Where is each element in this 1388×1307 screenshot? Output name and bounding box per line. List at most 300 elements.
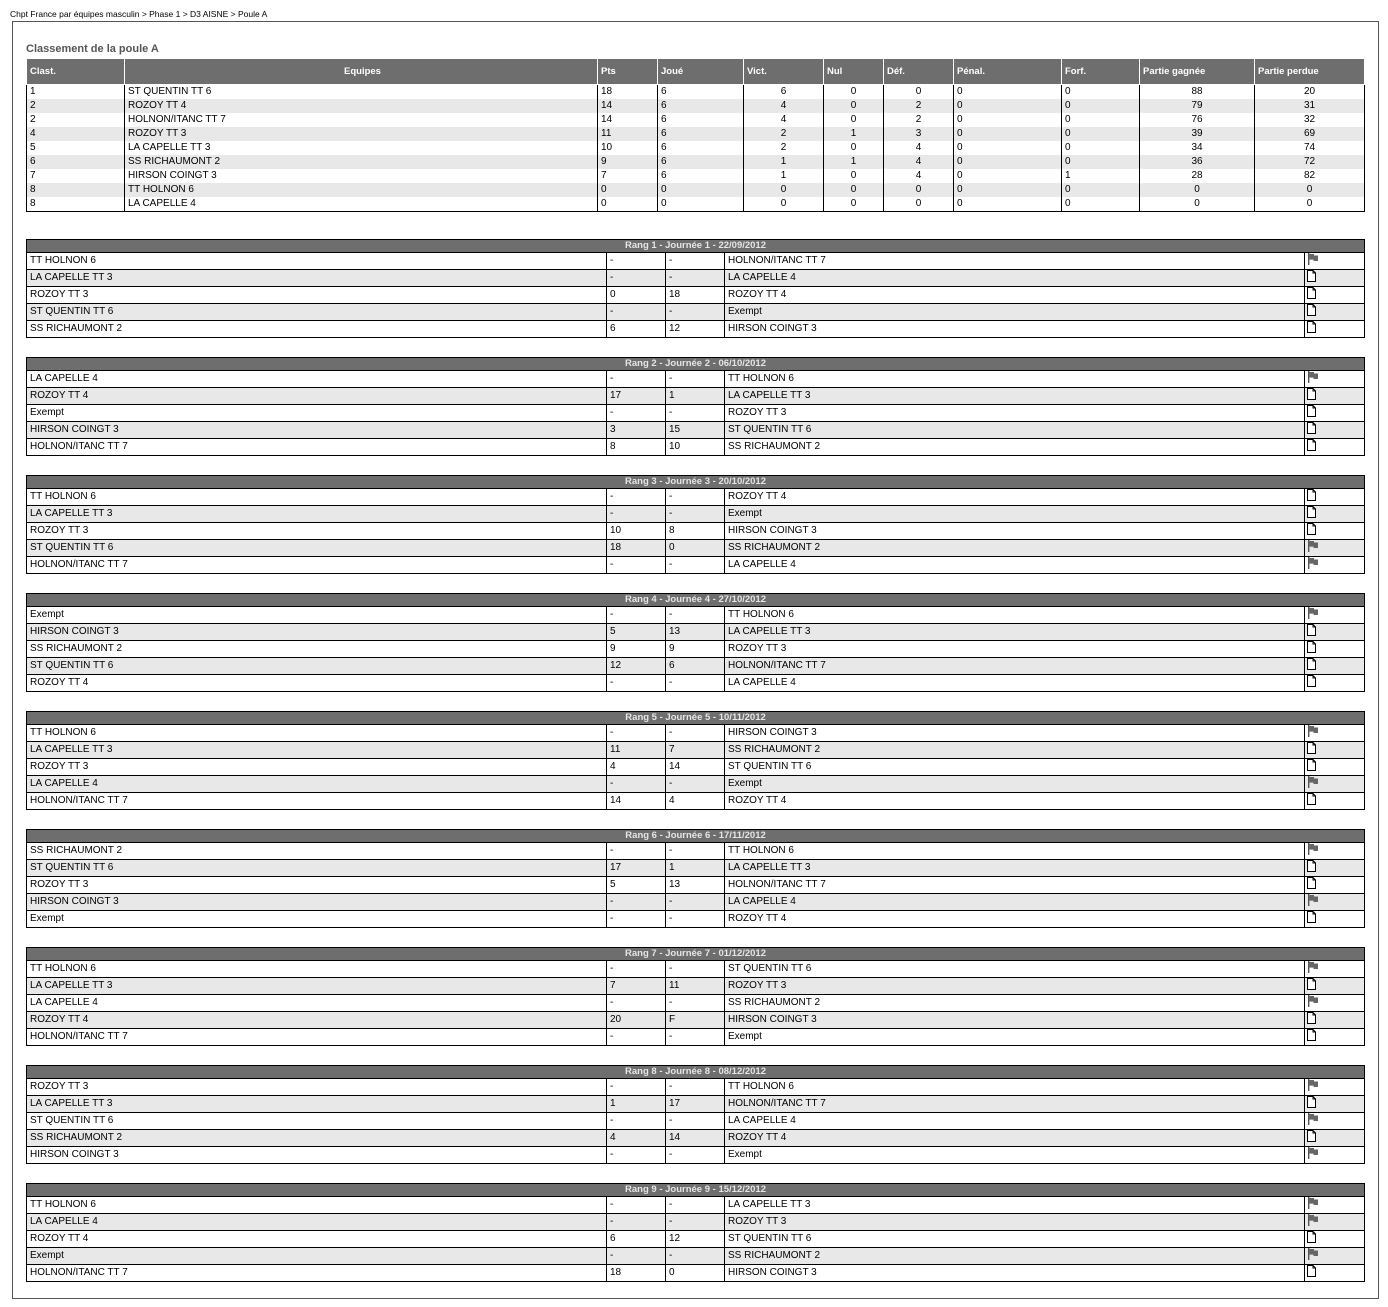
cell-partie-perdue: 32 <box>1255 113 1365 127</box>
standings-table <box>26 59 1365 212</box>
home-score: 11 <box>607 742 666 759</box>
match-row <box>27 371 1365 388</box>
round-table <box>26 711 1365 810</box>
cell-partie-perdue: 0 <box>1255 183 1365 197</box>
home-team: ROZOY TT 4 <box>27 675 607 692</box>
home-score: - <box>607 489 666 506</box>
home-score: 6 <box>607 321 666 338</box>
document-icon[interactable] <box>1307 1130 1316 1142</box>
match-row <box>27 624 1365 641</box>
match-detail-cell <box>1305 860 1365 877</box>
cell-def: 2 <box>884 99 954 113</box>
flag-icon[interactable] <box>1307 1113 1319 1125</box>
table-row <box>27 155 1365 169</box>
away-score: 1 <box>666 388 725 405</box>
cell-penal: 0 <box>954 183 1062 197</box>
away-score: 8 <box>666 523 725 540</box>
cell-partie-perdue: 20 <box>1255 85 1365 100</box>
home-team: LA CAPELLE TT 3 <box>27 1096 607 1113</box>
cell-nul: 1 <box>824 155 884 169</box>
match-row <box>27 1214 1365 1231</box>
match-row <box>27 843 1365 860</box>
flag-icon[interactable] <box>1307 557 1319 569</box>
home-team: SS RICHAUMONT 2 <box>27 641 607 658</box>
away-score: 18 <box>666 287 725 304</box>
away-score: - <box>666 607 725 624</box>
home-score: - <box>607 675 666 692</box>
cell-nul: 0 <box>824 197 884 212</box>
cell-forf: 1 <box>1062 169 1140 183</box>
document-icon[interactable] <box>1307 1096 1316 1108</box>
col-header-partie-gagnee: Partie gagnée <box>1140 59 1255 85</box>
document-icon[interactable] <box>1307 641 1316 653</box>
away-team: ROZOY TT 3 <box>725 1214 1305 1231</box>
cell-vict: 0 <box>744 183 824 197</box>
match-row <box>27 1231 1365 1248</box>
cell-clast: 2 <box>27 113 125 127</box>
cell-forf: 0 <box>1062 183 1140 197</box>
round-title: Rang 8 - Journée 8 - 08/12/2012 <box>27 1066 1365 1079</box>
document-icon[interactable] <box>1307 506 1316 518</box>
home-team: ROZOY TT 3 <box>27 287 607 304</box>
document-icon[interactable] <box>1307 742 1316 754</box>
match-row <box>27 287 1365 304</box>
cell-partie-gagnee: 88 <box>1140 85 1255 100</box>
away-team: ROZOY TT 3 <box>725 978 1305 995</box>
cell-clast: 1 <box>27 85 125 100</box>
home-score: - <box>607 557 666 574</box>
match-detail-cell <box>1305 1130 1365 1147</box>
home-team: ROZOY TT 3 <box>27 1079 607 1096</box>
document-icon[interactable] <box>1307 287 1316 299</box>
cell-forf: 0 <box>1062 127 1140 141</box>
away-team: SS RICHAUMONT 2 <box>725 540 1305 557</box>
away-team: Exempt <box>725 1029 1305 1046</box>
cell-nul: 0 <box>824 99 884 113</box>
away-score: 14 <box>666 759 725 776</box>
document-icon[interactable] <box>1307 658 1316 670</box>
home-score: 1 <box>607 1096 666 1113</box>
document-icon[interactable] <box>1307 1231 1316 1243</box>
flag-icon[interactable] <box>1307 1079 1319 1091</box>
round-table <box>26 829 1365 928</box>
match-row <box>27 607 1365 624</box>
away-team: HIRSON COINGT 3 <box>725 1012 1305 1029</box>
match-detail-cell <box>1305 270 1365 287</box>
match-row <box>27 1012 1365 1029</box>
match-detail-cell <box>1305 1248 1365 1265</box>
away-team: LA CAPELLE TT 3 <box>725 1197 1305 1214</box>
cell-penal: 0 <box>954 169 1062 183</box>
away-team: ROZOY TT 4 <box>725 1130 1305 1147</box>
cell-joue: 6 <box>658 127 744 141</box>
home-score: 5 <box>607 877 666 894</box>
away-score: - <box>666 843 725 860</box>
cell-penal: 0 <box>954 141 1062 155</box>
document-icon[interactable] <box>1307 439 1316 451</box>
home-team: HIRSON COINGT 3 <box>27 624 607 641</box>
away-team: HIRSON COINGT 3 <box>725 725 1305 742</box>
away-team: SS RICHAUMONT 2 <box>725 1248 1305 1265</box>
match-row <box>27 995 1365 1012</box>
home-team: LA CAPELLE 4 <box>27 1214 607 1231</box>
home-score: - <box>607 725 666 742</box>
col-header-equipes: Equipes <box>125 59 598 85</box>
away-team: ROZOY TT 4 <box>725 793 1305 810</box>
document-icon[interactable] <box>1307 877 1316 889</box>
document-icon[interactable] <box>1307 422 1316 434</box>
match-row <box>27 489 1365 506</box>
cell-partie-perdue: 69 <box>1255 127 1365 141</box>
cell-joue: 0 <box>658 197 744 212</box>
home-score: 17 <box>607 388 666 405</box>
home-team: LA CAPELLE TT 3 <box>27 506 607 523</box>
flag-icon[interactable] <box>1307 776 1319 788</box>
cell-partie-gagnee: 76 <box>1140 113 1255 127</box>
away-team: LA CAPELLE 4 <box>725 894 1305 911</box>
match-detail-cell <box>1305 725 1365 742</box>
match-detail-cell <box>1305 1029 1365 1046</box>
home-team: TT HOLNON 6 <box>27 961 607 978</box>
away-team: SS RICHAUMONT 2 <box>725 995 1305 1012</box>
match-row <box>27 877 1365 894</box>
away-score: - <box>666 725 725 742</box>
cell-equipes: HOLNON/ITANC TT 7 <box>125 113 598 127</box>
home-score: 14 <box>607 793 666 810</box>
cell-clast: 6 <box>27 155 125 169</box>
away-score: - <box>666 1029 725 1046</box>
cell-pts: 14 <box>598 99 658 113</box>
round-table <box>26 947 1365 1046</box>
home-score: - <box>607 894 666 911</box>
cell-vict: 0 <box>744 197 824 212</box>
home-team: Exempt <box>27 1248 607 1265</box>
table-row <box>27 99 1365 113</box>
flag-icon[interactable] <box>1307 843 1319 855</box>
cell-partie-perdue: 82 <box>1255 169 1365 183</box>
match-detail-cell <box>1305 624 1365 641</box>
away-score: - <box>666 1079 725 1096</box>
match-detail-cell <box>1305 422 1365 439</box>
cell-vict: 6 <box>744 85 824 100</box>
cell-def: 4 <box>884 169 954 183</box>
round-table <box>26 1065 1365 1164</box>
match-row <box>27 388 1365 405</box>
home-team: Exempt <box>27 405 607 422</box>
away-score: 4 <box>666 793 725 810</box>
flag-icon[interactable] <box>1307 540 1319 552</box>
cell-equipes: LA CAPELLE TT 3 <box>125 141 598 155</box>
round-table <box>26 1183 1365 1282</box>
document-icon[interactable] <box>1307 675 1316 687</box>
flag-icon[interactable] <box>1307 371 1319 383</box>
cell-joue: 6 <box>658 99 744 113</box>
cell-joue: 6 <box>658 141 744 155</box>
match-detail-cell <box>1305 843 1365 860</box>
flag-icon[interactable] <box>1307 725 1319 737</box>
away-team: HOLNON/ITANC TT 7 <box>725 658 1305 675</box>
match-row <box>27 1096 1365 1113</box>
away-score: - <box>666 1113 725 1130</box>
home-score: 18 <box>607 1265 666 1282</box>
home-team: TT HOLNON 6 <box>27 725 607 742</box>
match-detail-cell <box>1305 557 1365 574</box>
document-icon[interactable] <box>1307 1012 1316 1024</box>
away-team: LA CAPELLE 4 <box>725 557 1305 574</box>
col-header-partie-perdue: Partie perdue <box>1255 59 1365 85</box>
match-row <box>27 1079 1365 1096</box>
flag-icon[interactable] <box>1307 995 1319 1007</box>
away-team: HIRSON COINGT 3 <box>725 1265 1305 1282</box>
table-row <box>27 169 1365 183</box>
away-score: - <box>666 557 725 574</box>
flag-icon[interactable] <box>1307 1147 1319 1159</box>
cell-equipes: TT HOLNON 6 <box>125 183 598 197</box>
home-team: LA CAPELLE TT 3 <box>27 742 607 759</box>
home-team: LA CAPELLE 4 <box>27 995 607 1012</box>
home-team: ST QUENTIN TT 6 <box>27 540 607 557</box>
match-detail-cell <box>1305 1197 1365 1214</box>
match-detail-cell <box>1305 321 1365 338</box>
home-score: - <box>607 1248 666 1265</box>
match-row <box>27 961 1365 978</box>
away-team: Exempt <box>725 776 1305 793</box>
document-icon[interactable] <box>1307 1265 1316 1277</box>
cell-penal: 0 <box>954 85 1062 100</box>
away-team: HOLNON/ITANC TT 7 <box>725 253 1305 270</box>
cell-partie-gagnee: 0 <box>1140 183 1255 197</box>
away-score: 12 <box>666 321 725 338</box>
match-row <box>27 270 1365 287</box>
home-score: - <box>607 405 666 422</box>
match-detail-cell <box>1305 911 1365 928</box>
match-detail-cell <box>1305 1265 1365 1282</box>
cell-equipes: LA CAPELLE 4 <box>125 197 598 212</box>
cell-partie-gagnee: 34 <box>1140 141 1255 155</box>
table-row <box>27 85 1365 100</box>
document-icon[interactable] <box>1307 978 1316 990</box>
home-score: 3 <box>607 422 666 439</box>
round-title: Rang 9 - Journée 9 - 15/12/2012 <box>27 1184 1365 1197</box>
cell-pts: 7 <box>598 169 658 183</box>
away-team: LA CAPELLE TT 3 <box>725 388 1305 405</box>
cell-def: 4 <box>884 141 954 155</box>
match-row <box>27 860 1365 877</box>
cell-pts: 0 <box>598 197 658 212</box>
match-detail-cell <box>1305 877 1365 894</box>
document-icon[interactable] <box>1307 388 1316 400</box>
match-row <box>27 321 1365 338</box>
cell-partie-perdue: 74 <box>1255 141 1365 155</box>
away-score: - <box>666 1197 725 1214</box>
match-row <box>27 742 1365 759</box>
away-team: SS RICHAUMONT 2 <box>725 742 1305 759</box>
cell-pts: 9 <box>598 155 658 169</box>
round-title: Rang 7 - Journée 7 - 01/12/2012 <box>27 948 1365 961</box>
home-score: 10 <box>607 523 666 540</box>
home-team: SS RICHAUMONT 2 <box>27 1130 607 1147</box>
cell-clast: 8 <box>27 183 125 197</box>
away-score: - <box>666 911 725 928</box>
home-score: 0 <box>607 287 666 304</box>
home-team: HIRSON COINGT 3 <box>27 1147 607 1164</box>
cell-forf: 0 <box>1062 99 1140 113</box>
document-icon[interactable] <box>1307 304 1316 316</box>
cell-vict: 1 <box>744 155 824 169</box>
match-row <box>27 759 1365 776</box>
flag-icon[interactable] <box>1307 961 1319 973</box>
match-detail-cell <box>1305 1147 1365 1164</box>
round-title: Rang 5 - Journée 5 - 10/11/2012 <box>27 712 1365 725</box>
col-header-nul: Nul <box>824 59 884 85</box>
away-team: LA CAPELLE 4 <box>725 1113 1305 1130</box>
home-score: 5 <box>607 624 666 641</box>
match-detail-cell <box>1305 1231 1365 1248</box>
flag-icon[interactable] <box>1307 1197 1319 1209</box>
cell-equipes: ROZOY TT 3 <box>125 127 598 141</box>
match-detail-cell <box>1305 742 1365 759</box>
cell-pts: 11 <box>598 127 658 141</box>
match-detail-cell <box>1305 304 1365 321</box>
document-icon[interactable] <box>1307 489 1316 501</box>
away-team: Exempt <box>725 506 1305 523</box>
cell-nul: 0 <box>824 183 884 197</box>
home-team: LA CAPELLE TT 3 <box>27 978 607 995</box>
cell-clast: 8 <box>27 197 125 212</box>
cell-pts: 0 <box>598 183 658 197</box>
match-row <box>27 1265 1365 1282</box>
match-detail-cell <box>1305 759 1365 776</box>
away-score: 17 <box>666 1096 725 1113</box>
away-team: ROZOY TT 4 <box>725 911 1305 928</box>
home-score: - <box>607 1079 666 1096</box>
home-team: ST QUENTIN TT 6 <box>27 860 607 877</box>
cell-nul: 0 <box>824 113 884 127</box>
home-score: 18 <box>607 540 666 557</box>
match-row <box>27 1029 1365 1046</box>
cell-forf: 0 <box>1062 85 1140 100</box>
document-icon[interactable] <box>1307 624 1316 636</box>
away-team: SS RICHAUMONT 2 <box>725 439 1305 456</box>
home-team: HOLNON/ITANC TT 7 <box>27 439 607 456</box>
home-team: HIRSON COINGT 3 <box>27 894 607 911</box>
match-detail-cell <box>1305 793 1365 810</box>
home-score: - <box>607 506 666 523</box>
away-team: ST QUENTIN TT 6 <box>725 422 1305 439</box>
document-icon[interactable] <box>1307 793 1316 805</box>
document-icon[interactable] <box>1307 860 1316 872</box>
match-row <box>27 540 1365 557</box>
match-row <box>27 1248 1365 1265</box>
cell-forf: 0 <box>1062 113 1140 127</box>
cell-penal: 0 <box>954 99 1062 113</box>
match-detail-cell <box>1305 607 1365 624</box>
flag-icon[interactable] <box>1307 253 1319 265</box>
match-detail-cell <box>1305 287 1365 304</box>
away-team: ROZOY TT 3 <box>725 405 1305 422</box>
match-detail-cell <box>1305 675 1365 692</box>
match-detail-cell <box>1305 1079 1365 1096</box>
col-header-forf: Forf. <box>1062 59 1140 85</box>
match-row <box>27 253 1365 270</box>
match-row <box>27 557 1365 574</box>
home-score: 7 <box>607 978 666 995</box>
away-score: - <box>666 1147 725 1164</box>
home-score: - <box>607 1214 666 1231</box>
document-icon[interactable] <box>1307 270 1316 282</box>
home-team: HOLNON/ITANC TT 7 <box>27 557 607 574</box>
match-row <box>27 1197 1365 1214</box>
home-score: - <box>607 995 666 1012</box>
away-team: LA CAPELLE TT 3 <box>725 860 1305 877</box>
away-score: - <box>666 371 725 388</box>
table-row <box>27 113 1365 127</box>
col-header-clast: Clast. <box>27 59 125 85</box>
document-icon[interactable] <box>1307 759 1316 771</box>
away-score: 6 <box>666 658 725 675</box>
match-detail-cell <box>1305 253 1365 270</box>
breadcrumb: Chpt France par équipes masculin > Phase 1 > D3 AISNE > Poule A <box>10 9 268 19</box>
round-title: Rang 6 - Journée 6 - 17/11/2012 <box>27 830 1365 843</box>
home-team: HOLNON/ITANC TT 7 <box>27 793 607 810</box>
cell-penal: 0 <box>954 113 1062 127</box>
flag-icon[interactable] <box>1307 1248 1319 1260</box>
cell-def: 3 <box>884 127 954 141</box>
home-score: - <box>607 776 666 793</box>
match-row <box>27 894 1365 911</box>
match-row <box>27 304 1365 321</box>
flag-icon[interactable] <box>1307 607 1319 619</box>
cell-vict: 1 <box>744 169 824 183</box>
home-team: Exempt <box>27 607 607 624</box>
document-icon[interactable] <box>1307 321 1316 333</box>
away-score: 12 <box>666 1231 725 1248</box>
round-table <box>26 357 1365 456</box>
cell-equipes: ST QUENTIN TT 6 <box>125 85 598 100</box>
home-score: - <box>607 270 666 287</box>
match-row <box>27 978 1365 995</box>
flag-icon[interactable] <box>1307 894 1319 906</box>
away-score: 13 <box>666 624 725 641</box>
home-team: ST QUENTIN TT 6 <box>27 1113 607 1130</box>
cell-vict: 2 <box>744 141 824 155</box>
cell-def: 4 <box>884 155 954 169</box>
match-detail-cell <box>1305 489 1365 506</box>
away-team: ROZOY TT 4 <box>725 287 1305 304</box>
cell-clast: 4 <box>27 127 125 141</box>
away-team: ST QUENTIN TT 6 <box>725 961 1305 978</box>
col-header-vict: Vict. <box>744 59 824 85</box>
cell-equipes: SS RICHAUMONT 2 <box>125 155 598 169</box>
document-icon[interactable] <box>1307 405 1316 417</box>
match-detail-cell <box>1305 1012 1365 1029</box>
away-score: - <box>666 489 725 506</box>
document-icon[interactable] <box>1307 911 1316 923</box>
away-score: 0 <box>666 540 725 557</box>
home-team: HOLNON/ITANC TT 7 <box>27 1265 607 1282</box>
col-header-joue: Joué <box>658 59 744 85</box>
match-row <box>27 675 1365 692</box>
document-icon[interactable] <box>1307 1029 1316 1041</box>
match-detail-cell <box>1305 506 1365 523</box>
home-team: ROZOY TT 4 <box>27 388 607 405</box>
document-icon[interactable] <box>1307 523 1316 535</box>
away-team: LA CAPELLE TT 3 <box>725 624 1305 641</box>
away-team: TT HOLNON 6 <box>725 1079 1305 1096</box>
away-team: Exempt <box>725 304 1305 321</box>
round-title: Rang 2 - Journée 2 - 06/10/2012 <box>27 358 1365 371</box>
flag-icon[interactable] <box>1307 1214 1319 1226</box>
